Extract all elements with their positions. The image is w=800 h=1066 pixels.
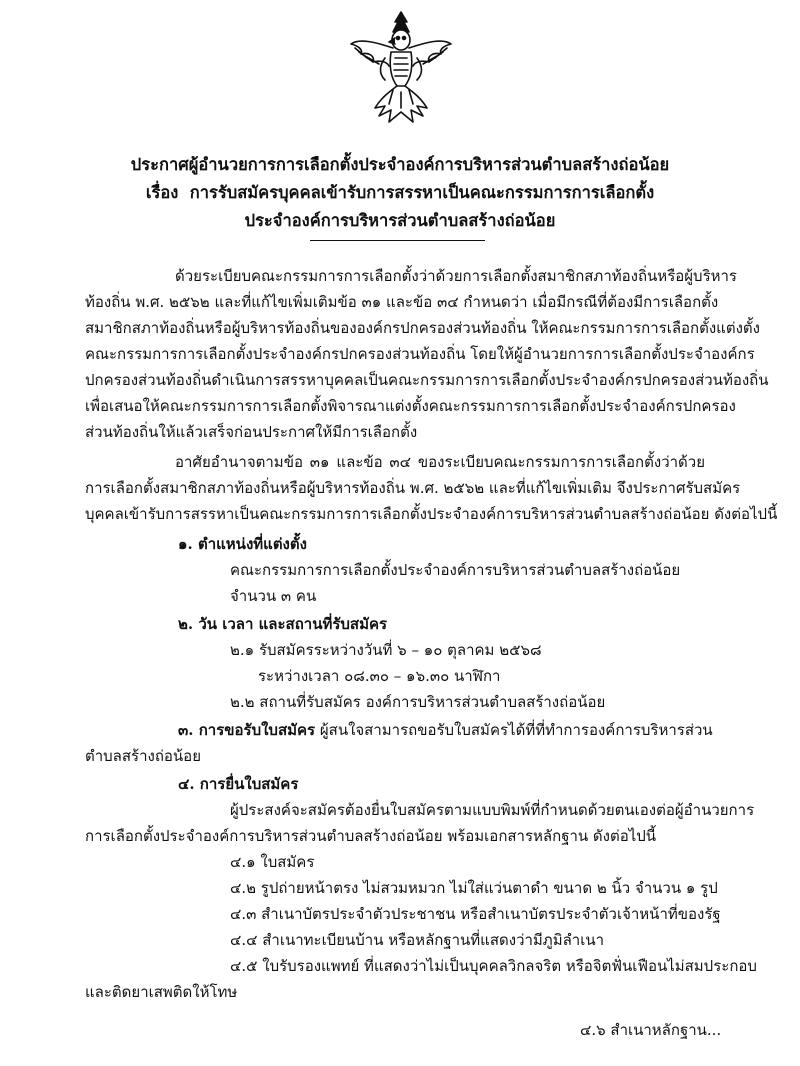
paragraph-line: ปกครองส่วนท้องถิ่นดำเนินการสรรหาบุคคลเป็นคณะกรรมการการเลือกตั้งประจำองค์กรปกครองส่วนท้องถิ่น [85, 371, 769, 389]
list-item: ๔.๑ ใบสมัคร [230, 853, 315, 871]
subject-prefix: เรื่อง [145, 183, 179, 202]
list-item-continuation: และติดยาเสพติดให้โทษ [85, 983, 238, 1001]
paragraph-line: ท้องถิ่น พ.ศ. ๒๕๖๒ และที่แก้ไขเพิ่มเติมข้อ ๓๑ และข้อ ๓๔ กำหนดว่า เมื่อมีกรณีที่ต้องมีการเลือกตั้ง [85, 293, 719, 311]
subject-line1: การรับสมัครบุคคลเข้ารับการสรรหาเป็นคณะกรรมการการเลือกตั้ง [189, 183, 655, 202]
section-text: ๒.๒ สถานที่รับสมัคร องค์การบริหารส่วนตำบลสร้างถ่อน้อย [230, 693, 606, 711]
section-text: ผู้ประสงค์จะสมัครต้องยื่นใบสมัครตามแบบพิมพ์ที่กำหนดด้วยตนเองต่อผู้อำนวยการ [230, 801, 755, 819]
list-item: ๔.๒ รูปถ่ายหน้าตรง ไม่สวมหมวก ไม่ใส่แว่นตาดำ ขนาด ๒ นิ้ว จำนวน ๑ รูป [230, 879, 718, 897]
section-heading: ๒. วัน เวลา และสถานที่รับสมัคร [178, 615, 388, 633]
list-item: ๔.๓ สำเนาบัตรประจำตัวประชาชน หรือสำเนาบัตรประจำตัวเจ้าหน้าที่ของรัฐ [230, 905, 721, 923]
paragraph-line: อาศัยอำนาจตามข้อ ๓๑ และข้อ ๓๔ ของระเบียบคณะกรรมการการเลือกตั้งว่าด้วย [175, 453, 705, 471]
section-text: คณะกรรมการการเลือกตั้งประจำองค์การบริหารส่วนตำบลสร้างถ่อน้อย [230, 561, 681, 579]
paragraph-line: ด้วยระเบียบคณะกรรมการการเลือกตั้งว่าด้วยการเลือกตั้งสมาชิกสภาท้องถิ่นหรือผู้บริหาร [175, 267, 737, 285]
list-item: ๔.๔ สำเนาทะเบียนบ้าน หรือหลักฐานที่แสดงว่ามีภูมิลำเนา [230, 931, 604, 949]
section-text: ๒.๑ รับสมัครระหว่างวันที่ ๖ – ๑๐ ตุลาคม ๒๕๖๘ [230, 641, 542, 659]
page-continuation: ๔.๖ สำเนาหลักฐาน... [580, 1021, 722, 1039]
title-divider [310, 240, 485, 241]
paragraph-line: สมาชิกสภาท้องถิ่นหรือผู้บริหารท้องถิ่นขององค์กรปกครองส่วนท้องถิ่น ให้คณะกรรมการการเลือกตั้งแต่งตั้ง [85, 319, 760, 337]
section-text: ระหว่างเวลา ๐๘.๓๐ – ๑๖.๓๐ นาฬิกา [258, 667, 501, 685]
announcement-subject [0, 180, 800, 206]
paragraph-line: บุคคลเข้ารับการสรรหาเป็นคณะกรรมการการเลือกตั้งประจำองค์การบริหารส่วนตำบลสร้างถ่อน้อย ดังต่อไปนี้ [85, 505, 778, 523]
section-text: จำนวน ๓ คน [230, 587, 317, 605]
announcement-title: ประกาศผู้อำนวยการการเลือกตั้งประจำองค์การบริหารส่วนตำบลสร้างถ่อน้อย [130, 155, 670, 174]
section-heading: ๓. การขอรับใบสมัคร [178, 721, 316, 739]
section-heading: ๑. ตำแหน่งที่แต่งตั้ง [178, 535, 307, 553]
list-item: ๔.๕ ใบรับรองแพทย์ ที่แสดงว่าไม่เป็นบุคคลวิกลจริต หรือจิตฟั่นเฟือนไม่สมประกอบ [230, 957, 757, 975]
section-text: ผู้สนใจสามารถขอรับใบสมัครได้ที่ที่ทำการองค์การบริหารส่วน [319, 721, 713, 739]
paragraph-line: การเลือกตั้งสมาชิกสภาท้องถิ่นหรือผู้บริหารท้องถิ่น พ.ศ. ๒๕๖๒ และที่แก้ไขเพิ่มเติม จึงประกาศรับสมัคร [85, 479, 741, 497]
section-line [178, 720, 713, 740]
section-heading: ๔. การยื่นใบสมัคร [178, 775, 299, 793]
section-text: การเลือกตั้งประจำองค์การบริหารส่วนตำบลสร้างถ่อน้อย พร้อมเอกสารหลักฐาน ดังต่อไปนี้ [85, 827, 657, 845]
paragraph-line: ส่วนท้องถิ่นให้แล้วเสร็จก่อนประกาศให้มีการเลือกตั้ง [85, 423, 418, 441]
paragraph-line: คณะกรรมการการเลือกตั้งประจำองค์กรปกครองส่วนท้องถิ่น โดยให้ผู้อำนวยการการเลือกตั้งประจำองค์กร [85, 345, 755, 363]
garuda-emblem-icon [345, 8, 457, 126]
section-text: ตำบลสร้างถ่อน้อย [85, 747, 201, 765]
paragraph-line: เพื่อเสนอให้คณะกรรมการการเลือกตั้งพิจารณาแต่งตั้งคณะกรรมการการเลือกตั้งประจำองค์กรปกครอง [85, 397, 736, 415]
subject-line2: ประจำองค์การบริหารส่วนตำบลสร้างถ่อน้อย [244, 211, 556, 230]
